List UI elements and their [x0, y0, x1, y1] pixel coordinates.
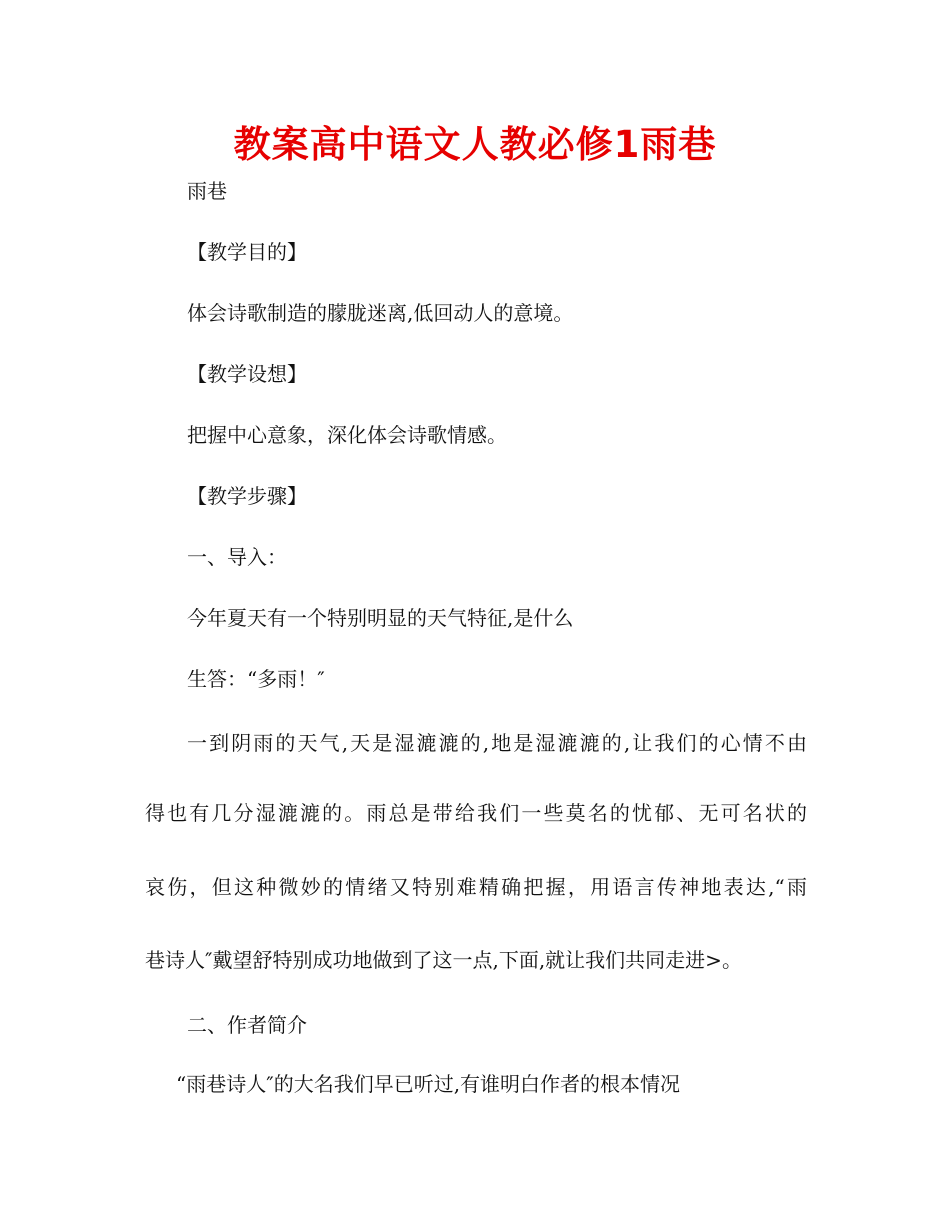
document-title: 教案高中语文人教必修1雨巷 — [233, 123, 717, 166]
paragraph-line: 巷诗人″戴望舒特别成功地做到了这一点,下面,就让我们共同走进>。 — [145, 948, 742, 972]
paragraph-line: 一到阴雨的天气,天是湿漉漉的,地是湿漉漉的,让我们的心情不由 — [187, 731, 807, 755]
paragraph-line: 今年夏天有一个特别明显的天气特征,是什么 — [187, 606, 574, 630]
paragraph-line: 得也有几分湿漉漉的。雨总是带给我们一些莫名的忧郁、无可名状的 — [145, 801, 807, 825]
section-heading: 【教学目的】 — [187, 240, 307, 264]
paragraph-line: 雨巷 — [187, 179, 227, 203]
section-heading: 二、作者简介 — [187, 1013, 307, 1037]
paragraph-line: 把握中心意象，深化体会诗歌情感。 — [187, 423, 507, 447]
paragraph-line: 体会诗歌制造的朦胧迷离,低回动人的意境。 — [187, 301, 574, 325]
paragraph-line: “雨巷诗人″的大名我们早已听过,有谁明白作者的根本情况 — [176, 1072, 681, 1096]
paragraph-line: 生答：“多雨！″ — [187, 667, 325, 691]
paragraph-line: 一、导入： — [187, 545, 287, 569]
section-heading: 【教学设想】 — [187, 362, 307, 386]
section-heading: 【教学步骤】 — [187, 484, 307, 508]
paragraph-line: 哀伤，但这种微妙的情绪又特别难精确把握，用语言传神地表达,“雨 — [145, 875, 807, 899]
